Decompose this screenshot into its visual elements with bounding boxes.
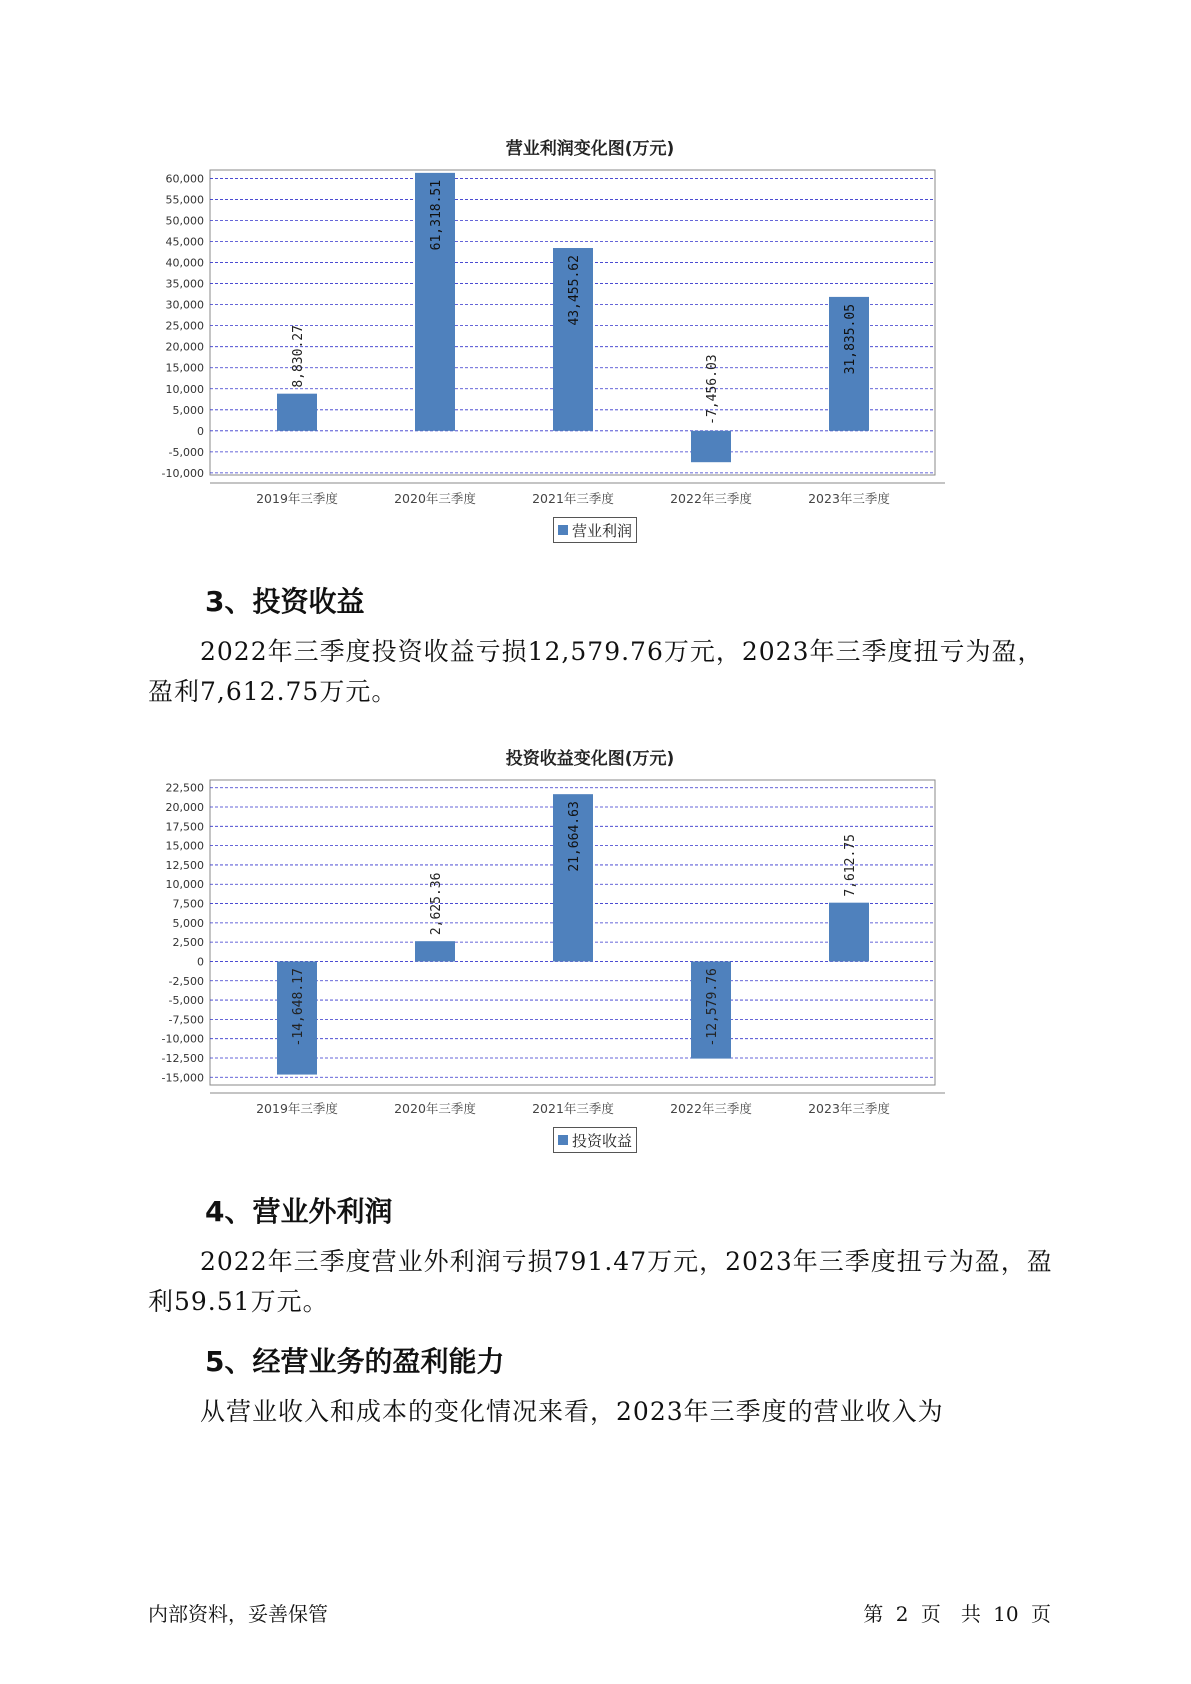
y-tick-label: 10,000 xyxy=(165,878,204,892)
chart-legend xyxy=(553,517,637,543)
y-tick-label: -10,000 xyxy=(161,466,204,480)
y-tick-label: -2,500 xyxy=(168,974,204,988)
investment-income-chart-plot xyxy=(150,775,1030,1145)
y-tick-label: 7,500 xyxy=(172,897,204,911)
operating-profit-chart-plot xyxy=(150,165,1030,535)
chart-title: 营业利润变化图(万元) xyxy=(505,139,675,159)
y-tick-label: -7,500 xyxy=(168,1013,204,1027)
bar-data-label: 2,625.36 xyxy=(429,872,444,936)
bar-data-label: 8,830.27 xyxy=(291,325,306,388)
y-tick-label: 10,000 xyxy=(165,382,204,396)
y-tick-label: 60,000 xyxy=(165,172,204,186)
chart-title: 投资收益变化图(万元) xyxy=(505,749,675,769)
bar xyxy=(829,903,869,962)
bar-data-label: 21,664.63 xyxy=(567,801,582,872)
legend-swatch xyxy=(558,525,568,535)
x-tick-label: 2021年三季度 xyxy=(532,1101,614,1116)
y-tick-label: 20,000 xyxy=(165,340,204,354)
x-tick-label: 2019年三季度 xyxy=(256,491,338,506)
y-tick-label: 30,000 xyxy=(165,298,204,312)
legend-label: 营业利润 xyxy=(572,521,633,540)
y-tick-label: 55,000 xyxy=(165,193,204,207)
x-tick-label: 2023年三季度 xyxy=(808,1101,890,1116)
y-tick-label: 25,000 xyxy=(165,319,204,333)
y-tick-label: 45,000 xyxy=(165,235,204,249)
bar xyxy=(277,394,317,431)
bar-data-label: -7,456.03 xyxy=(705,354,720,425)
footer-page-number: 第 2 页 共 10 页 xyxy=(863,1602,1051,1626)
y-tick-label: 12,500 xyxy=(165,858,204,872)
y-tick-label: 15,000 xyxy=(165,361,204,375)
section-heading: 5、经营业务的盈利能力 xyxy=(205,1345,505,1378)
y-tick-label: 2,500 xyxy=(172,936,204,950)
investment-income-chart xyxy=(150,740,1030,1160)
y-tick-label: 5,000 xyxy=(172,916,204,930)
y-tick-label: 15,000 xyxy=(165,839,204,853)
x-tick-label: 2022年三季度 xyxy=(670,491,752,506)
x-tick-label: 2020年三季度 xyxy=(394,1101,476,1116)
section-paragraph: 2022年三季度投资收益亏损12,579.76万元，2023年三季度扭亏为盈，盈利7,612.75万元。 xyxy=(148,637,1044,706)
y-tick-label: 35,000 xyxy=(165,277,204,291)
bar-data-label: 43,455.62 xyxy=(567,255,582,326)
bar xyxy=(415,941,455,961)
y-tick-label: 5,000 xyxy=(172,403,204,417)
footer-confidential-note: 内部资料，妥善保管 xyxy=(148,1602,328,1626)
section-heading: 4、营业外利润 xyxy=(205,1195,393,1228)
y-tick-label: -15,000 xyxy=(161,1071,204,1085)
operating-profit-chart xyxy=(150,130,1030,550)
bar-data-label: 31,835.05 xyxy=(843,303,858,375)
y-tick-label: 22,500 xyxy=(165,781,204,795)
bar xyxy=(691,431,731,462)
y-tick-label: 50,000 xyxy=(165,214,204,228)
section-paragraph: 2022年三季度营业外利润亏损791.47万元，2023年三季度扭亏为盈，盈利59.51万元。 xyxy=(148,1247,1053,1316)
y-tick-label: 17,500 xyxy=(165,820,204,834)
y-tick-label: -5,000 xyxy=(168,445,204,459)
y-tick-label: -5,000 xyxy=(168,994,204,1008)
bar-data-label: 61,318.51 xyxy=(429,179,444,251)
x-tick-label: 2021年三季度 xyxy=(532,491,614,506)
legend-label: 投资收益 xyxy=(572,1131,633,1150)
bar-data-label: -12,579.76 xyxy=(705,968,720,1047)
chart-legend xyxy=(553,1127,637,1153)
x-tick-label: 2023年三季度 xyxy=(808,491,890,506)
y-tick-label: 40,000 xyxy=(165,256,204,270)
x-tick-label: 2020年三季度 xyxy=(394,491,476,506)
y-tick-label: -10,000 xyxy=(161,1032,204,1046)
y-tick-label: 20,000 xyxy=(165,801,204,815)
section-heading: 3、投资收益 xyxy=(205,585,365,618)
y-tick-label: -12,500 xyxy=(161,1051,204,1065)
y-tick-label: 0 xyxy=(197,424,204,438)
bar-data-label: -14,648.17 xyxy=(291,968,306,1047)
x-tick-label: 2022年三季度 xyxy=(670,1101,752,1116)
section-paragraph: 从营业收入和成本的变化情况来看，2023年三季度的营业收入为 xyxy=(200,1397,944,1426)
x-tick-label: 2019年三季度 xyxy=(256,1101,338,1116)
y-tick-label: 0 xyxy=(197,955,204,969)
legend-swatch xyxy=(558,1135,568,1145)
bar-data-label: 7,612.75 xyxy=(843,834,858,897)
